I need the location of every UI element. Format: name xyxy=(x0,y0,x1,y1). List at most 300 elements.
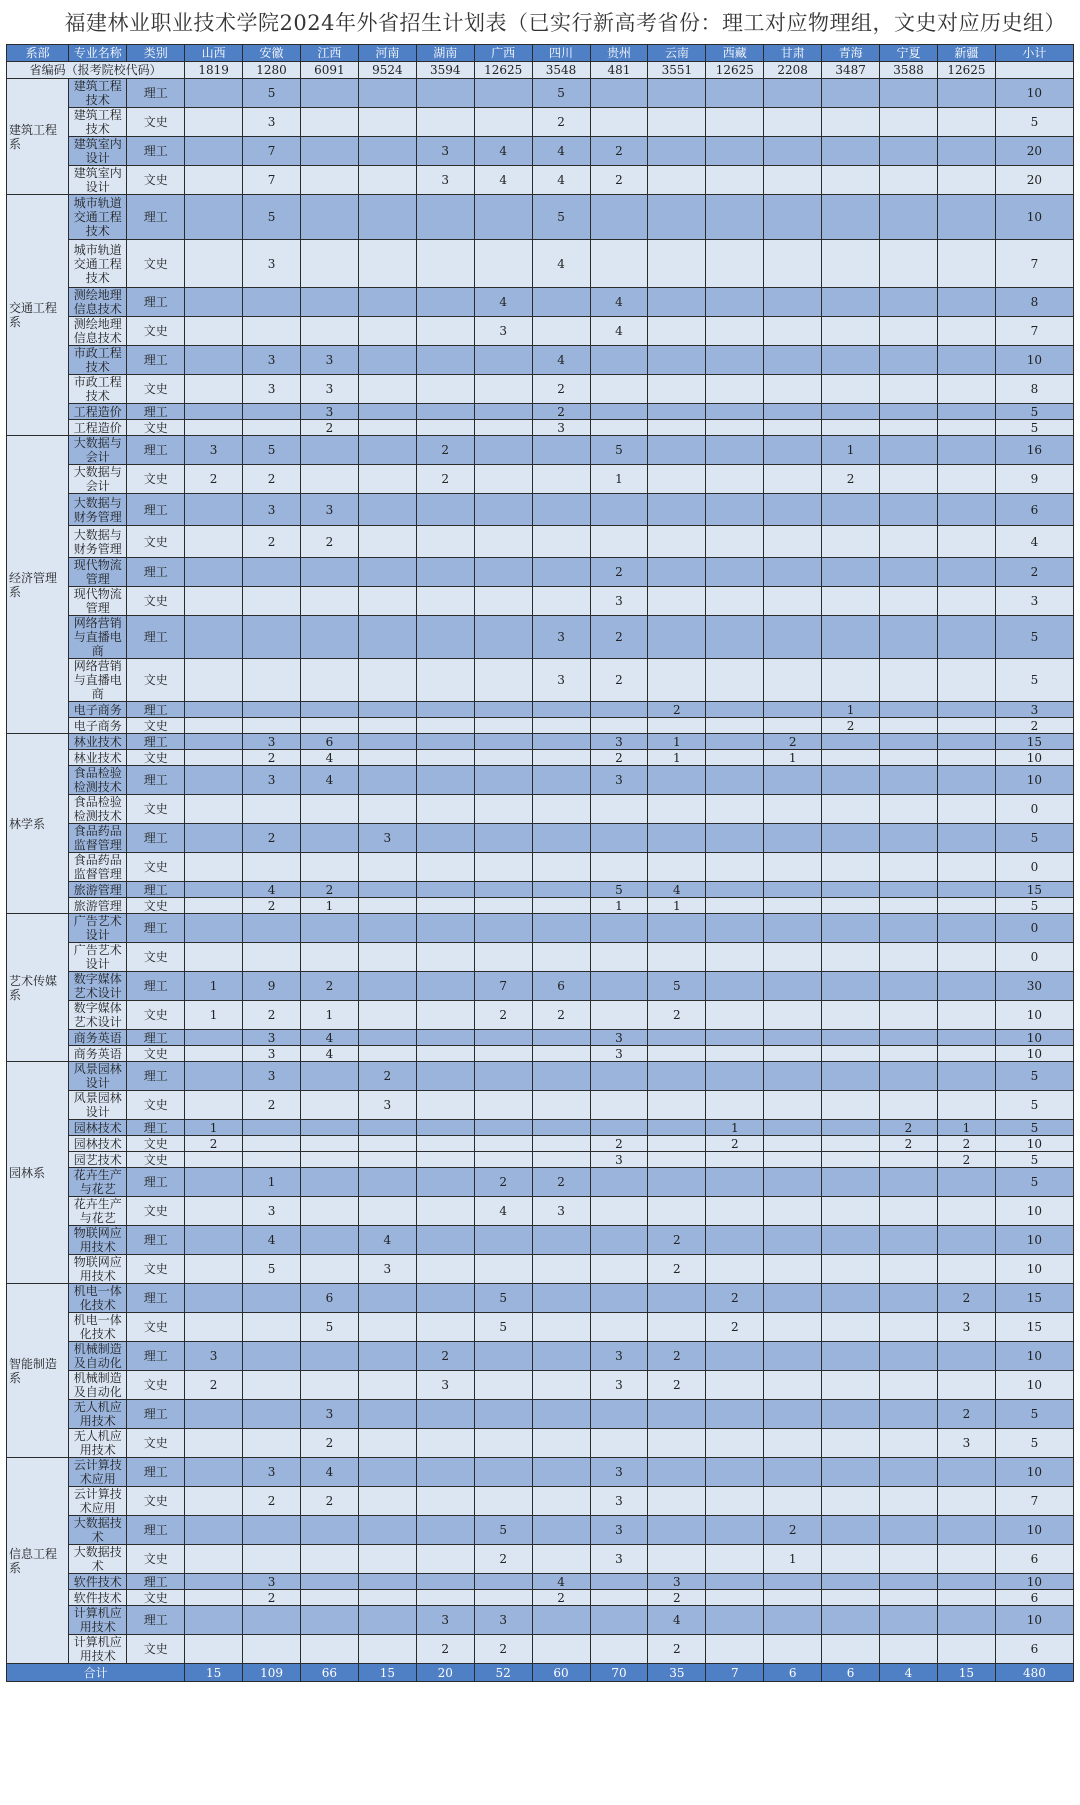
quota-cell xyxy=(764,1001,822,1030)
quota-cell xyxy=(880,616,938,659)
quota-cell: 3 xyxy=(300,346,358,375)
quota-cell xyxy=(764,1062,822,1091)
major-name: 旅游管理 xyxy=(69,898,127,914)
quota-cell xyxy=(937,1030,995,1046)
quota-cell xyxy=(822,587,880,616)
quota-cell: 3 xyxy=(358,1091,416,1120)
quota-cell xyxy=(706,587,764,616)
quota-cell: 4 xyxy=(532,166,590,195)
quota-cell: 1 xyxy=(822,436,880,465)
quota-cell: 3 xyxy=(937,1313,995,1342)
quota-cell xyxy=(822,79,880,108)
quota-cell xyxy=(764,718,822,734)
major-name: 食品检验检测技术 xyxy=(69,795,127,824)
quota-cell xyxy=(590,795,648,824)
quota-cell xyxy=(764,166,822,195)
major-name: 建筑工程技术 xyxy=(69,108,127,137)
quota-cell: 2 xyxy=(300,1487,358,1516)
quota-cell xyxy=(648,587,706,616)
category: 文史 xyxy=(127,1197,185,1226)
table-row xyxy=(7,824,1074,853)
quota-cell xyxy=(243,616,301,659)
quota-cell xyxy=(532,766,590,795)
quota-cell: 2 xyxy=(474,1545,532,1574)
quota-cell xyxy=(764,766,822,795)
quota-cell xyxy=(706,288,764,317)
quota-cell: 3 xyxy=(243,108,301,137)
quota-cell xyxy=(185,420,243,436)
quota-cell xyxy=(243,1400,301,1429)
category: 理工 xyxy=(127,616,185,659)
quota-cell xyxy=(937,616,995,659)
quota-cell xyxy=(590,1091,648,1120)
quota-cell: 5 xyxy=(243,195,301,240)
province-code: 3487 xyxy=(822,62,880,79)
row-subtotal: 5 xyxy=(995,1152,1073,1168)
quota-cell xyxy=(185,795,243,824)
quota-cell xyxy=(764,1030,822,1046)
quota-cell: 2 xyxy=(243,465,301,494)
quota-cell: 3 xyxy=(416,1371,474,1400)
major-name: 风景园林设计 xyxy=(69,1062,127,1091)
quota-cell xyxy=(185,943,243,972)
province-total: 15 xyxy=(358,1664,416,1682)
quota-cell xyxy=(706,317,764,346)
quota-cell xyxy=(243,288,301,317)
quota-cell xyxy=(937,195,995,240)
row-subtotal: 9 xyxy=(995,465,1073,494)
table-row xyxy=(7,1136,1074,1152)
quota-cell: 1 xyxy=(185,1001,243,1030)
quota-cell xyxy=(822,1046,880,1062)
quota-cell xyxy=(937,558,995,587)
quota-cell xyxy=(185,494,243,526)
quota-cell xyxy=(300,1152,358,1168)
category: 理工 xyxy=(127,195,185,240)
quota-cell xyxy=(937,718,995,734)
major-name: 食品药品监督管理 xyxy=(69,853,127,882)
quota-cell xyxy=(416,404,474,420)
quota-cell xyxy=(880,288,938,317)
table-row xyxy=(7,972,1074,1001)
row-subtotal: 5 xyxy=(995,824,1073,853)
quota-cell xyxy=(880,1606,938,1635)
quota-cell xyxy=(648,1120,706,1136)
quota-cell: 3 xyxy=(532,616,590,659)
quota-cell xyxy=(416,346,474,375)
quota-cell xyxy=(358,166,416,195)
quota-cell xyxy=(416,1226,474,1255)
quota-cell xyxy=(764,79,822,108)
quota-cell xyxy=(532,1136,590,1152)
quota-cell: 5 xyxy=(648,972,706,1001)
quota-cell xyxy=(358,734,416,750)
quota-cell xyxy=(937,1545,995,1574)
province-code: 1280 xyxy=(243,62,301,79)
table-row xyxy=(7,1001,1074,1030)
quota-cell xyxy=(648,436,706,465)
quota-cell xyxy=(764,1136,822,1152)
quota-cell xyxy=(590,1313,648,1342)
quota-cell xyxy=(416,420,474,436)
quota-cell xyxy=(937,914,995,943)
province-code-label: 省编码（报考院校代码） xyxy=(7,62,185,79)
quota-cell xyxy=(185,750,243,766)
quota-cell xyxy=(937,108,995,137)
quota-cell xyxy=(706,1487,764,1516)
quota-cell xyxy=(416,494,474,526)
quota-cell xyxy=(648,943,706,972)
quota-cell: 3 xyxy=(474,1606,532,1635)
province-code: 9524 xyxy=(358,62,416,79)
province-code: 3588 xyxy=(880,62,938,79)
row-subtotal: 5 xyxy=(995,898,1073,914)
quota-cell xyxy=(706,404,764,420)
quota-cell: 2 xyxy=(358,1062,416,1091)
quota-cell xyxy=(764,558,822,587)
quota-cell xyxy=(937,1001,995,1030)
quota-cell: 3 xyxy=(185,436,243,465)
quota-cell xyxy=(880,404,938,420)
category: 文史 xyxy=(127,526,185,558)
quota-cell: 4 xyxy=(474,166,532,195)
table-row xyxy=(7,1545,1074,1574)
quota-cell xyxy=(648,137,706,166)
quota-cell xyxy=(822,346,880,375)
quota-cell xyxy=(185,1197,243,1226)
quota-cell xyxy=(937,1487,995,1516)
major-name: 云计算技术应用 xyxy=(69,1487,127,1516)
quota-cell: 3 xyxy=(300,404,358,420)
quota-cell: 3 xyxy=(243,240,301,288)
quota-cell xyxy=(706,1168,764,1197)
table-row xyxy=(7,659,1074,702)
quota-cell xyxy=(937,1091,995,1120)
quota-cell xyxy=(937,79,995,108)
quota-cell xyxy=(648,824,706,853)
province-code-row xyxy=(7,62,1074,79)
quota-cell xyxy=(764,1226,822,1255)
column-header: 小计 xyxy=(995,45,1073,62)
quota-cell xyxy=(358,288,416,317)
quota-cell xyxy=(706,750,764,766)
quota-cell xyxy=(416,972,474,1001)
quota-cell xyxy=(764,659,822,702)
quota-cell: 1 xyxy=(243,1168,301,1197)
quota-cell xyxy=(358,526,416,558)
quota-cell xyxy=(416,195,474,240)
major-name: 测绘地理信息技术 xyxy=(69,317,127,346)
quota-cell xyxy=(937,1062,995,1091)
quota-cell xyxy=(243,1606,301,1635)
quota-cell: 1 xyxy=(185,1120,243,1136)
quota-cell xyxy=(937,882,995,898)
quota-cell xyxy=(822,766,880,795)
row-subtotal: 10 xyxy=(995,195,1073,240)
quota-cell: 3 xyxy=(358,1255,416,1284)
quota-cell xyxy=(706,436,764,465)
quota-cell xyxy=(764,853,822,882)
quota-cell: 1 xyxy=(764,1545,822,1574)
quota-cell xyxy=(880,79,938,108)
quota-cell: 1 xyxy=(590,898,648,914)
quota-cell: 4 xyxy=(648,882,706,898)
quota-cell xyxy=(416,898,474,914)
major-name: 计算机应用技术 xyxy=(69,1635,127,1664)
quota-cell xyxy=(706,1226,764,1255)
quota-cell xyxy=(764,436,822,465)
department-name: 信息工程系 xyxy=(7,1458,69,1664)
quota-cell xyxy=(590,1255,648,1284)
quota-cell xyxy=(880,1590,938,1606)
quota-cell xyxy=(474,1152,532,1168)
quota-cell: 3 xyxy=(243,1197,301,1226)
quota-cell xyxy=(185,526,243,558)
row-subtotal: 5 xyxy=(995,404,1073,420)
quota-cell xyxy=(590,1197,648,1226)
quota-cell xyxy=(648,420,706,436)
quota-cell: 4 xyxy=(590,288,648,317)
quota-cell: 4 xyxy=(532,1574,590,1590)
row-subtotal: 5 xyxy=(995,1091,1073,1120)
quota-cell xyxy=(937,436,995,465)
row-subtotal: 10 xyxy=(995,1255,1073,1284)
table-row xyxy=(7,734,1074,750)
quota-cell xyxy=(764,795,822,824)
quota-cell xyxy=(880,718,938,734)
major-name: 物联网应用技术 xyxy=(69,1255,127,1284)
quota-cell xyxy=(474,587,532,616)
category: 文史 xyxy=(127,1635,185,1664)
quota-cell xyxy=(416,795,474,824)
quota-cell xyxy=(416,1062,474,1091)
quota-cell xyxy=(300,1371,358,1400)
quota-cell xyxy=(185,375,243,404)
quota-cell xyxy=(358,1001,416,1030)
quota-cell: 3 xyxy=(243,494,301,526)
quota-cell xyxy=(706,1255,764,1284)
province-total: 15 xyxy=(937,1664,995,1682)
quota-cell xyxy=(706,1606,764,1635)
quota-cell xyxy=(764,914,822,943)
major-name: 云计算技术应用 xyxy=(69,1458,127,1487)
quota-cell xyxy=(706,1001,764,1030)
quota-cell xyxy=(185,1487,243,1516)
row-subtotal: 20 xyxy=(995,166,1073,195)
table-row xyxy=(7,1400,1074,1429)
quota-cell xyxy=(937,1458,995,1487)
quota-cell: 1 xyxy=(648,750,706,766)
quota-cell xyxy=(706,914,764,943)
quota-cell xyxy=(185,1030,243,1046)
quota-cell xyxy=(706,1062,764,1091)
quota-cell xyxy=(416,1545,474,1574)
row-subtotal: 0 xyxy=(995,795,1073,824)
quota-cell xyxy=(532,1091,590,1120)
page-title: 福建林业职业技术学院2024年外省招生计划表（已实行新高考省份：理工对应物理组，文史对应历史组） xyxy=(64,11,1066,35)
quota-cell xyxy=(880,1313,938,1342)
quota-cell xyxy=(880,659,938,702)
quota-cell xyxy=(764,1606,822,1635)
quota-cell: 3 xyxy=(474,317,532,346)
row-subtotal: 3 xyxy=(995,587,1073,616)
grand-total-row xyxy=(7,1664,1074,1682)
quota-cell xyxy=(416,750,474,766)
quota-cell xyxy=(880,1342,938,1371)
quota-cell: 1 xyxy=(764,750,822,766)
column-header: 甘肃 xyxy=(764,45,822,62)
quota-cell xyxy=(590,853,648,882)
quota-cell xyxy=(185,1635,243,1664)
quota-cell xyxy=(416,718,474,734)
quota-cell xyxy=(590,108,648,137)
quota-cell xyxy=(880,1400,938,1429)
major-name: 物联网应用技术 xyxy=(69,1226,127,1255)
column-header: 江西 xyxy=(300,45,358,62)
quota-cell xyxy=(416,1120,474,1136)
quota-cell xyxy=(300,702,358,718)
quota-cell xyxy=(706,375,764,404)
quota-cell xyxy=(937,750,995,766)
quota-cell xyxy=(822,526,880,558)
quota-cell xyxy=(474,1091,532,1120)
category: 理工 xyxy=(127,1062,185,1091)
row-subtotal: 6 xyxy=(995,1635,1073,1664)
quota-cell xyxy=(648,1152,706,1168)
department-name: 经济管理系 xyxy=(7,436,69,734)
quota-cell: 3 xyxy=(590,1458,648,1487)
table-row xyxy=(7,616,1074,659)
quota-cell xyxy=(474,195,532,240)
quota-cell xyxy=(358,702,416,718)
major-name: 大数据与会计 xyxy=(69,465,127,494)
quota-cell: 3 xyxy=(590,1046,648,1062)
quota-cell xyxy=(474,659,532,702)
quota-cell xyxy=(185,1046,243,1062)
quota-cell xyxy=(648,240,706,288)
quota-cell xyxy=(822,1030,880,1046)
quota-cell: 3 xyxy=(243,1458,301,1487)
quota-cell xyxy=(937,1516,995,1545)
quota-cell xyxy=(474,1030,532,1046)
category: 理工 xyxy=(127,1030,185,1046)
quota-cell xyxy=(590,718,648,734)
quota-cell xyxy=(416,659,474,702)
quota-cell xyxy=(880,465,938,494)
quota-cell: 5 xyxy=(474,1284,532,1313)
province-total: 15 xyxy=(185,1664,243,1682)
quota-cell xyxy=(185,914,243,943)
quota-cell: 5 xyxy=(243,79,301,108)
department-name: 园林系 xyxy=(7,1062,69,1284)
category: 理工 xyxy=(127,1516,185,1545)
quota-cell xyxy=(590,824,648,853)
quota-cell: 2 xyxy=(648,1371,706,1400)
quota-cell xyxy=(764,1197,822,1226)
quota-cell xyxy=(358,1030,416,1046)
quota-cell xyxy=(358,1429,416,1458)
table-row xyxy=(7,587,1074,616)
row-subtotal: 10 xyxy=(995,1458,1073,1487)
category: 理工 xyxy=(127,734,185,750)
quota-cell xyxy=(185,317,243,346)
quota-cell xyxy=(937,1226,995,1255)
quota-cell: 4 xyxy=(474,137,532,166)
quota-cell xyxy=(880,1030,938,1046)
category: 理工 xyxy=(127,1226,185,1255)
quota-cell xyxy=(880,1168,938,1197)
quota-cell xyxy=(300,1226,358,1255)
quota-cell xyxy=(474,1046,532,1062)
quota-cell xyxy=(880,587,938,616)
quota-cell xyxy=(416,1284,474,1313)
quota-cell xyxy=(243,1313,301,1342)
category: 文史 xyxy=(127,1545,185,1574)
quota-cell xyxy=(358,436,416,465)
row-subtotal: 4 xyxy=(995,526,1073,558)
quota-cell xyxy=(243,317,301,346)
quota-cell: 4 xyxy=(243,882,301,898)
quota-cell xyxy=(937,1197,995,1226)
major-name: 大数据技术 xyxy=(69,1545,127,1574)
quota-cell xyxy=(590,1635,648,1664)
quota-cell xyxy=(648,1062,706,1091)
major-name: 建筑工程技术 xyxy=(69,79,127,108)
quota-cell xyxy=(590,79,648,108)
row-subtotal: 10 xyxy=(995,1046,1073,1062)
quota-cell xyxy=(185,1062,243,1091)
quota-cell xyxy=(358,1168,416,1197)
quota-cell xyxy=(474,914,532,943)
quota-cell xyxy=(822,659,880,702)
quota-cell xyxy=(358,1197,416,1226)
row-subtotal: 7 xyxy=(995,317,1073,346)
quota-cell: 3 xyxy=(532,659,590,702)
quota-cell xyxy=(474,420,532,436)
category: 文史 xyxy=(127,1487,185,1516)
quota-cell xyxy=(590,494,648,526)
quota-cell xyxy=(764,1255,822,1284)
quota-cell: 2 xyxy=(532,1168,590,1197)
quota-cell xyxy=(474,795,532,824)
quota-cell xyxy=(590,375,648,404)
quota-cell xyxy=(358,1574,416,1590)
quota-cell xyxy=(474,898,532,914)
table-row xyxy=(7,288,1074,317)
province-code: 3594 xyxy=(416,62,474,79)
table-row xyxy=(7,1458,1074,1487)
quota-cell xyxy=(880,137,938,166)
major-name: 软件技术 xyxy=(69,1590,127,1606)
quota-cell xyxy=(764,1590,822,1606)
quota-cell: 3 xyxy=(243,1574,301,1590)
quota-cell xyxy=(764,1487,822,1516)
quota-cell xyxy=(822,616,880,659)
category: 文史 xyxy=(127,659,185,702)
quota-cell xyxy=(706,1046,764,1062)
quota-cell xyxy=(764,1429,822,1458)
quota-cell xyxy=(532,795,590,824)
major-name: 电子商务 xyxy=(69,702,127,718)
quota-cell xyxy=(822,734,880,750)
major-name: 软件技术 xyxy=(69,1574,127,1590)
quota-cell xyxy=(358,240,416,288)
province-total: 6 xyxy=(822,1664,880,1682)
quota-cell xyxy=(532,1516,590,1545)
quota-cell xyxy=(532,436,590,465)
quota-cell: 4 xyxy=(474,288,532,317)
quota-cell: 7 xyxy=(243,166,301,195)
